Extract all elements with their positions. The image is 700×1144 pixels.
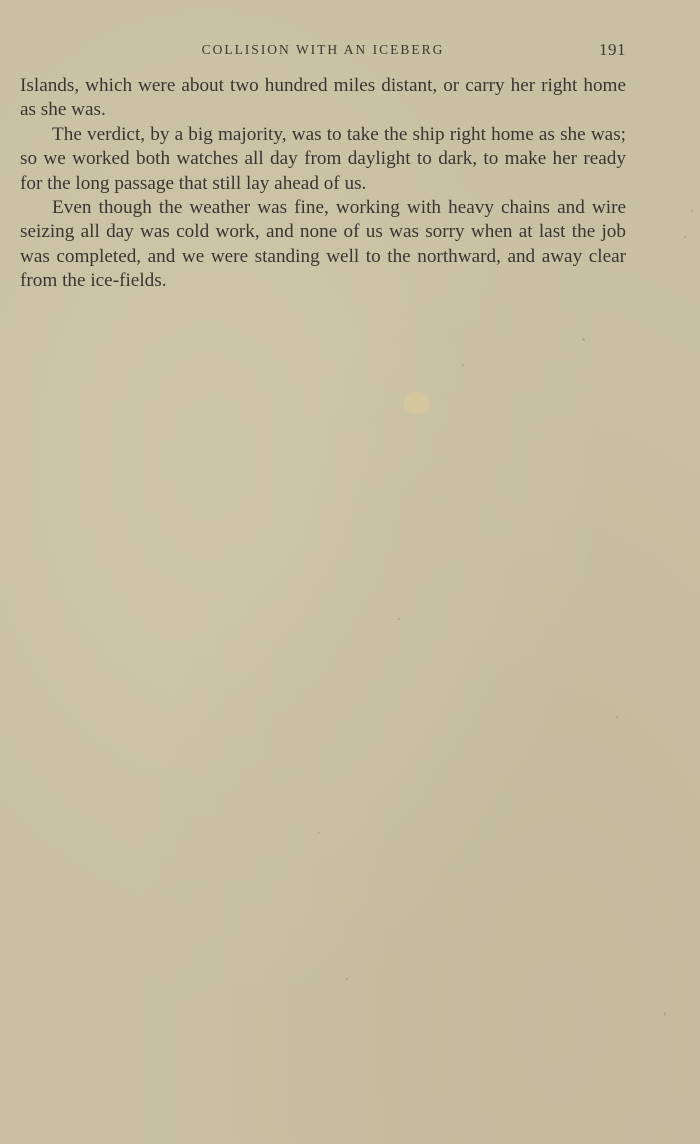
paper-speck [346, 978, 348, 980]
paper-speck [318, 832, 320, 834]
paper-speck [684, 236, 686, 238]
paper-stain [404, 392, 430, 414]
paper-speck [691, 210, 693, 212]
paragraph: Even though the weather was fine, working with heavy chains and wire seizing all day was cold work, and none of us was sorry when at last the job was completed, and we were standing well to the northward, and away clear from the ice-fields. [20, 197, 626, 292]
paper-speck [582, 338, 585, 341]
paper-speck [398, 618, 400, 620]
paper-speck [664, 1012, 666, 1016]
paragraph-continued: Islands, which were about two hundred miles distant, or carry her right home as she was. [20, 75, 626, 121]
running-head [20, 38, 626, 62]
paper-speck [616, 716, 618, 718]
paragraph: The verdict, by a big majority, was to take the ship right home as she was; so we worked both watches all day from daylight to dark, to make her ready for the long passage that still lay ahead of us. [20, 123, 626, 194]
running-title: COLLISION WITH AN ICEBERG [201, 42, 445, 57]
page-number: 191 [599, 40, 626, 59]
paper-speck [462, 364, 464, 366]
body-text [20, 74, 626, 294]
